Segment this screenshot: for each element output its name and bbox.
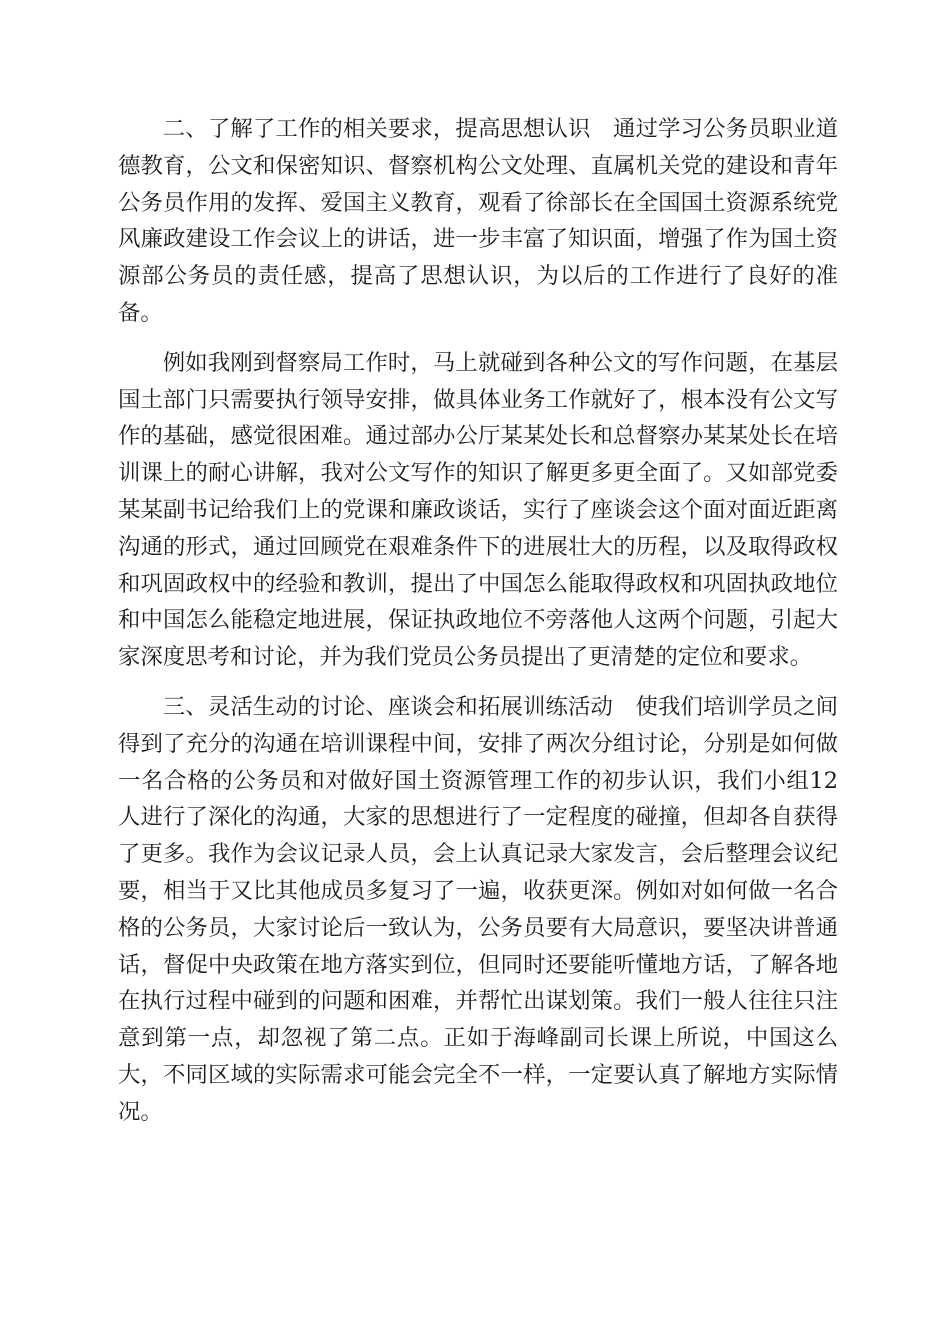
paragraph-example-official-writing: 例如我刚到督察局工作时，马上就碰到各种公文的写作问题，在基层国土部门只需要执行领导安排，做具体业务工作就好了，根本没有公文写作的基础，感觉很困难。通过部办公厅某某处长和总督察办某某处长在培训课上的耐心讲解，我对公文写作的知识了解更多更全面了。又如部党委某某副书记给我们上的党课和廉政谈话，实行了座谈会这个面对面近距离沟通的形式，通过回顾党在艰难条件下的进展壮大的历程，以及取得政权和巩固政权中的经验和教训，提出了中国怎么能取得政权和巩固执政地位和中国怎么能稳定地进展，保证执政地位不旁落他人这两个问题，引起大家深度思考和讨论，并为我们党员公务员提出了更清楚的定位和要求。 [118, 349, 838, 671]
paragraph-section-two: 二、了解了工作的相关要求，提高思想认识 通过学习公务员职业道德教育，公文和保密知识、督察机构公文处理、直属机关党的建设和青年公务员作用的发挥、爱国主义教育，观看了徐部长在全国国土资源系统党风廉政建设工作会议上的讲话，进一步丰富了知识面，增强了作为国土资源部公务员的责任感，提高了思想认识，为以后的工作进行了良好的准备。 [118, 116, 838, 326]
paragraph-section-three: 三、灵活生动的讨论、座谈会和拓展训练活动 使我们培训学员之间得到了充分的沟通在培训课程中间，安排了两次分组讨论，分别是如何做一名合格的公务员和对做好国土资源管理工作的初步认识，我们小组12人进行了深化的沟通，大家的思想进行了一定程度的碰撞，但却各自获得了更多。我作为会议记录人员，会上认真记录大家发言，会后整理会议纪要，相当于又比其他成员多复习了一遍，收获更深。例如对如何做一名合格的公务员，大家讨论后一致认为，公务员要有大局意识，要坚决讲普通话，督促中央政策在地方落实到位，但同时还要能听懂地方话，了解各地在执行过程中碰到的问题和困难，并帮忙出谋划策。我们一般人往往只注意到第一点，却忽视了第二点。正如于海峰副司长课上所说，中国这么大，不同区域的实际需求可能会完全不一样，一定要认真了解地方实际情况。 [118, 693, 838, 1125]
document-body [118, 111, 838, 1144]
